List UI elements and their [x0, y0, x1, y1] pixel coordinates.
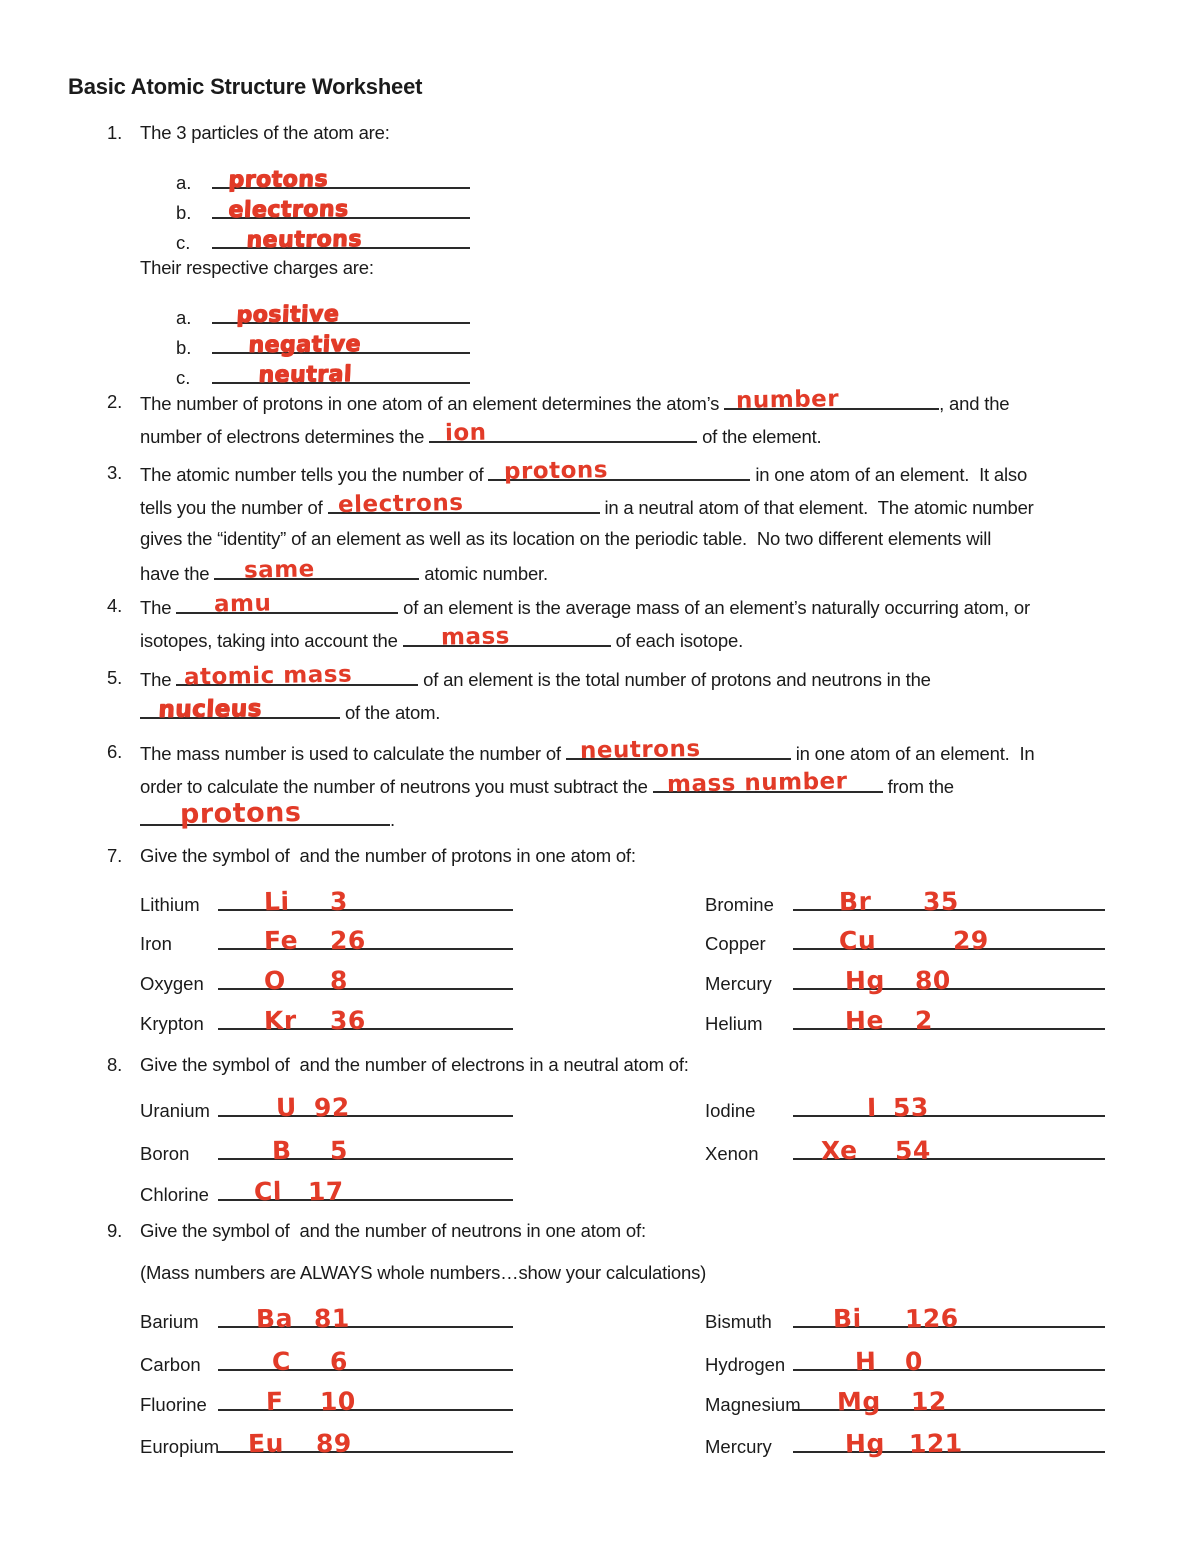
element-name: Copper: [705, 933, 766, 954]
element-row-magnesium: [705, 1387, 1105, 1418]
q1-part-b: [176, 196, 470, 224]
question-number: 1.: [107, 122, 123, 143]
question-3-line-2: [140, 489, 1034, 520]
part-label: a.: [176, 172, 192, 193]
element-name: Bismuth: [705, 1311, 772, 1332]
element-name: Hydrogen: [705, 1354, 786, 1375]
element-row-helium: [705, 1006, 1105, 1037]
question-6-line-2: [140, 768, 954, 799]
element-name: Xenon: [705, 1143, 759, 1164]
handwritten-number: 29: [952, 925, 990, 955]
element-row-copper: [705, 926, 1105, 957]
question-9: [107, 1219, 646, 1243]
element-name: Oxygen: [140, 973, 204, 994]
answer-blank[interactable]: [218, 1135, 513, 1165]
question-6-line-3: [140, 797, 395, 832]
answer-blank[interactable]: [140, 695, 340, 723]
element-name: Uranium: [140, 1100, 210, 1121]
element-row-hydrogen: [705, 1347, 1105, 1378]
answer-blank[interactable]: [218, 925, 513, 955]
handwritten-number: 92: [313, 1092, 351, 1122]
answer-blank[interactable]: [793, 1428, 1105, 1458]
question-8: [107, 1053, 689, 1077]
handwritten-number: 2: [914, 1005, 934, 1035]
handwritten-symbol: Cl: [253, 1176, 283, 1206]
element-row-chlorine: [140, 1177, 513, 1208]
answer-blank[interactable]: [176, 590, 398, 618]
question-text: Give the symbol of and the number of electrons in a neutral atom of:: [140, 1054, 689, 1075]
question-text: The number of protons in one atom of an element determines the atom’s: [140, 393, 725, 414]
part-label: c.: [176, 367, 191, 388]
handwritten-symbol: Hg: [844, 1428, 886, 1458]
answer-blank[interactable]: [212, 331, 470, 358]
handwritten-number: 35: [922, 886, 960, 916]
element-row-mercury: [705, 966, 1105, 997]
element-row-oxygen: [140, 966, 513, 997]
element-row-europium: [140, 1429, 513, 1460]
handwritten-symbol: Hg: [844, 965, 886, 995]
handwritten-symbol: Li: [263, 886, 290, 916]
question-number: 9.: [107, 1220, 123, 1241]
element-name: Krypton: [140, 1013, 204, 1034]
question-4-line-1: [107, 590, 1030, 620]
element-name: Helium: [705, 1013, 763, 1034]
handwritten-number: 10: [319, 1386, 357, 1416]
handwritten-symbol: I: [866, 1092, 878, 1122]
handwritten-number: 8: [329, 965, 349, 995]
question-number: 3.: [107, 462, 123, 483]
handwritten-number: 53: [892, 1092, 930, 1122]
question-2-line-2: [140, 419, 822, 449]
handwritten-answer: neutrons: [579, 735, 701, 764]
handwritten-number: 121: [908, 1428, 963, 1458]
answer-blank[interactable]: [212, 361, 470, 388]
answer-blank[interactable]: [793, 925, 1105, 955]
answer-blank[interactable]: [403, 623, 611, 651]
handwritten-symbol: Cu: [838, 925, 877, 955]
question-number: 2.: [107, 391, 123, 412]
question-number: 5.: [107, 667, 123, 688]
handwritten-answer: atomic mass: [183, 661, 353, 691]
answer-blank[interactable]: [793, 1386, 1105, 1416]
question-text: The: [140, 669, 177, 690]
question-text: , and the: [939, 393, 1010, 414]
handwritten-symbol: Fe: [263, 925, 299, 955]
handwritten-answer: neutrons: [245, 226, 363, 253]
element-row-bismuth: [705, 1304, 1105, 1335]
element-name: Iron: [140, 933, 172, 954]
part-label: b.: [176, 202, 192, 223]
part-label: a.: [176, 307, 192, 328]
question-3-line-3: gives the “identity” of an element as well as its location on the periodic table. No two different elements will: [140, 528, 992, 549]
question-3-line-1: [107, 456, 1028, 487]
question-text: isotopes, taking into account the: [140, 630, 403, 651]
handwritten-symbol: Mg: [836, 1386, 882, 1416]
handwritten-number: 126: [904, 1303, 959, 1333]
page-title: Basic Atomic Structure Worksheet: [68, 74, 423, 99]
question-5-line-1: [107, 661, 931, 692]
question-5-line-2: [140, 695, 441, 725]
answer-blank[interactable]: [218, 1092, 513, 1122]
q1-charge-c: [176, 361, 470, 389]
handwritten-number: 80: [914, 965, 952, 995]
element-name: Lithium: [140, 894, 200, 915]
answer-blank[interactable]: [218, 886, 513, 916]
question-text: Give the symbol of and the number of protons in one atom of:: [140, 845, 636, 866]
answer-blank[interactable]: [218, 965, 513, 995]
handwritten-number: 81: [313, 1303, 351, 1333]
q1-charge-a: [176, 301, 470, 329]
handwritten-answer: negative: [247, 331, 362, 358]
handwritten-answer: positive: [235, 301, 340, 328]
question-number: 8.: [107, 1054, 123, 1075]
answer-blank[interactable]: [176, 661, 418, 691]
answer-blank[interactable]: [218, 1005, 513, 1035]
question-number: 6.: [107, 741, 123, 762]
handwritten-answer: mass number: [666, 768, 848, 798]
handwritten-number: 0: [904, 1346, 924, 1376]
part-label: b.: [176, 337, 192, 358]
element-name: Chlorine: [140, 1184, 209, 1205]
element-row-barium: [140, 1304, 513, 1335]
element-row-krypton: [140, 1006, 513, 1037]
element-row-boron: [140, 1136, 513, 1167]
question-number: 4.: [107, 595, 123, 616]
answer-blank[interactable]: [218, 1428, 513, 1458]
answer-blank[interactable]: [214, 556, 419, 584]
answer-blank[interactable]: [212, 301, 470, 328]
handwritten-symbol: Bi: [832, 1303, 862, 1333]
handwritten-answer: electrons: [227, 196, 349, 223]
answer-blank[interactable]: [212, 226, 470, 253]
handwritten-number: 3: [329, 886, 349, 916]
q1-part-a: [176, 166, 470, 194]
answer-blank[interactable]: [140, 797, 390, 831]
answer-blank[interactable]: [218, 1303, 513, 1333]
question-text: Give the symbol of and the number of neutrons in one atom of:: [140, 1220, 646, 1241]
handwritten-number: 36: [329, 1005, 367, 1035]
question-text: tells you the number of: [140, 497, 328, 518]
answer-blank[interactable]: [793, 1135, 1105, 1165]
handwritten-number: 12: [910, 1386, 948, 1416]
question-text: .: [390, 809, 395, 830]
answer-blank[interactable]: [793, 886, 1105, 916]
answer-blank[interactable]: [793, 1005, 1105, 1035]
part-label: c.: [176, 232, 191, 253]
question-text: atomic number.: [419, 563, 548, 584]
element-row-uranium: [140, 1093, 513, 1124]
element-name: Barium: [140, 1311, 199, 1332]
answer-blank[interactable]: [566, 735, 791, 764]
element-name: Fluorine: [140, 1394, 207, 1415]
handwritten-answer: protons: [504, 456, 609, 485]
handwritten-answer: number: [735, 385, 840, 414]
handwritten-symbol: Br: [838, 886, 872, 916]
question-text: have the: [140, 563, 215, 584]
q1-charge-b: [176, 331, 470, 359]
element-name: Mercury: [705, 973, 772, 994]
handwritten-answer: electrons: [337, 489, 464, 518]
answer-blank[interactable]: [429, 419, 697, 447]
element-row-bromine: [705, 887, 1105, 918]
handwritten-answer: same: [244, 556, 316, 584]
answer-blank[interactable]: [218, 1386, 513, 1416]
handwritten-answer: neutral: [257, 361, 353, 388]
handwritten-symbol: C: [271, 1346, 292, 1376]
handwritten-symbol: O: [263, 965, 287, 995]
handwritten-answer: amu: [213, 590, 272, 618]
handwritten-symbol: Ba: [255, 1303, 294, 1333]
question-1: [107, 121, 390, 145]
question-text: of the element.: [697, 426, 822, 447]
question-text: The 3 particles of the atom are:: [140, 122, 390, 143]
question-text: in one atom of an element. In: [790, 743, 1035, 764]
handwritten-number: 17: [307, 1176, 345, 1206]
answer-blank[interactable]: [724, 385, 939, 414]
question-text: of an element is the total number of protons and neutrons in the: [418, 669, 931, 690]
question-9-note: (Mass numbers are ALWAYS whole numbers…show your calculations): [140, 1262, 707, 1283]
handwritten-answer: protons: [227, 166, 329, 193]
answer-blank[interactable]: [488, 456, 750, 485]
element-row-iodine: [705, 1093, 1105, 1124]
handwritten-answer: protons: [179, 797, 302, 831]
answer-blank[interactable]: [793, 1303, 1105, 1333]
question-text: The atomic number tells you the number of: [140, 464, 489, 485]
handwritten-symbol: H: [854, 1346, 877, 1376]
answer-blank[interactable]: [793, 1346, 1105, 1376]
element-row-fluorine: [140, 1387, 513, 1418]
question-text: order to calculate the number of neutrons you must subtract the: [140, 776, 653, 797]
element-name: Bromine: [705, 894, 774, 915]
question-text: in a neutral atom of that element. The atomic number: [599, 497, 1034, 518]
element-name: Carbon: [140, 1354, 201, 1375]
element-row-iron: [140, 926, 513, 957]
element-row-mercury-2: [705, 1429, 1105, 1460]
element-name: Mercury: [705, 1436, 772, 1457]
question-text: number of electrons determines the: [140, 426, 430, 447]
handwritten-symbol: Eu: [247, 1428, 285, 1458]
handwritten-number: 26: [329, 925, 367, 955]
answer-blank[interactable]: [793, 965, 1105, 995]
handwritten-answer: nucleus: [157, 695, 263, 723]
answer-blank[interactable]: [212, 196, 470, 223]
handwritten-symbol: He: [844, 1005, 885, 1035]
question-3-line-4: [140, 556, 548, 586]
element-name: Europium: [140, 1436, 220, 1457]
element-name: Boron: [140, 1143, 190, 1164]
handwritten-symbol: U: [275, 1092, 298, 1122]
question-text: The: [140, 597, 177, 618]
q1-charges-prompt: Their respective charges are:: [140, 257, 374, 278]
question-text: in one atom of an element. It also: [750, 464, 1028, 485]
handwritten-number: 54: [894, 1135, 932, 1165]
handwritten-symbol: Kr: [263, 1005, 297, 1035]
handwritten-number: 5: [329, 1135, 349, 1165]
element-name: Magnesium: [705, 1394, 801, 1415]
answer-blank[interactable]: [653, 768, 883, 798]
handwritten-symbol: B: [271, 1135, 292, 1165]
question-4-line-2: [140, 623, 744, 653]
answer-blank[interactable]: [212, 166, 470, 193]
question-number: 7.: [107, 845, 123, 866]
element-name: Iodine: [705, 1100, 756, 1121]
question-7: [107, 844, 636, 868]
element-row-xenon: [705, 1136, 1105, 1167]
handwritten-number: 6: [329, 1346, 349, 1376]
q1-part-c: [176, 226, 470, 254]
answer-blank[interactable]: [328, 489, 600, 518]
handwritten-number: 89: [315, 1428, 353, 1458]
question-2-line-1: [107, 385, 1010, 416]
question-text: The mass number is used to calculate the number of: [140, 743, 566, 764]
element-row-lithium: [140, 887, 513, 918]
handwritten-symbol: Xe: [820, 1135, 858, 1165]
answer-blank[interactable]: [793, 1092, 1105, 1122]
handwritten-symbol: F: [265, 1386, 284, 1416]
question-text: of the atom.: [340, 702, 441, 723]
answer-blank[interactable]: [218, 1346, 513, 1376]
answer-blank[interactable]: [218, 1176, 513, 1206]
question-6-line-1: [107, 735, 1035, 766]
handwritten-answer: ion: [444, 419, 487, 447]
question-text: of each isotope.: [610, 630, 744, 651]
question-text: from the: [882, 776, 954, 797]
handwritten-answer: mass: [440, 623, 510, 651]
element-row-carbon: [140, 1347, 513, 1378]
question-text: of an element is the average mass of an element’s naturally occurring atom, or: [398, 597, 1030, 618]
